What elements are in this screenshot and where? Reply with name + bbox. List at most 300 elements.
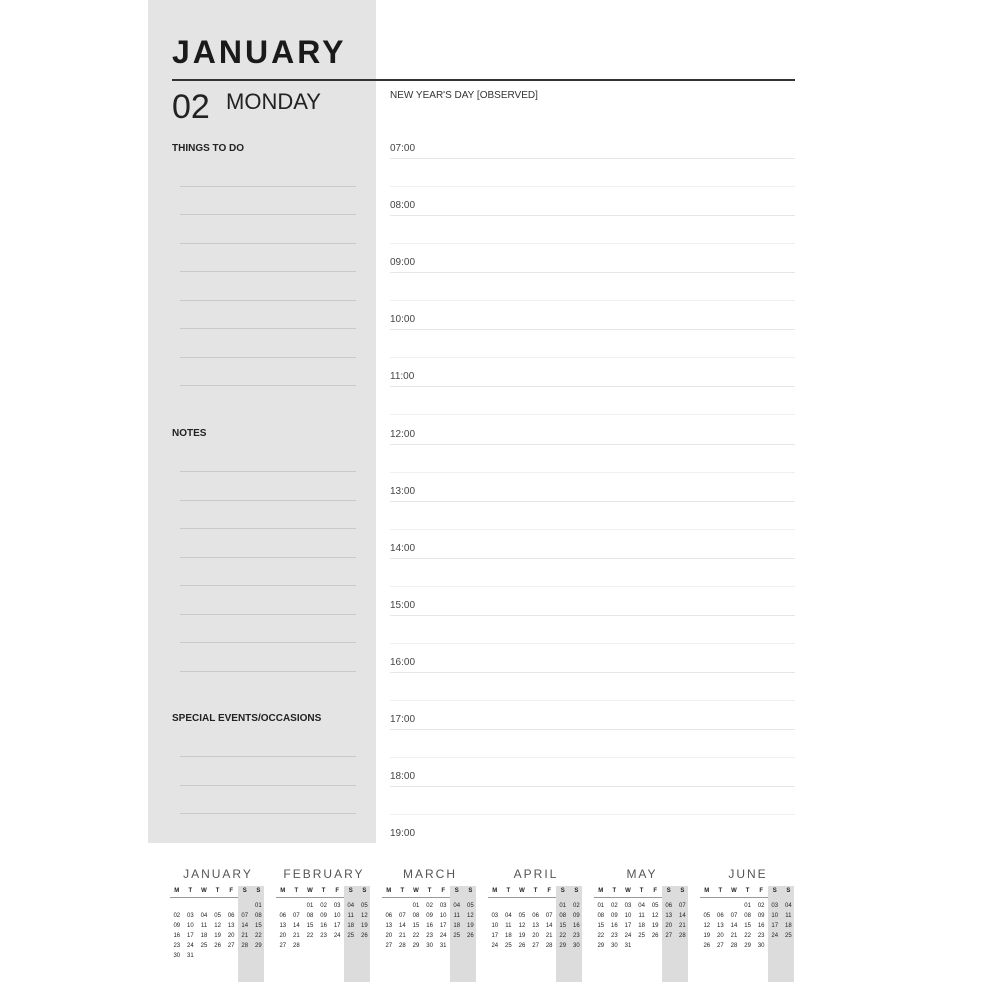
half-hour-line[interactable] — [390, 586, 795, 587]
date-cell: 18 — [200, 933, 208, 939]
week-row — [382, 931, 478, 941]
date-cell: 28 — [399, 943, 406, 949]
date-cell: 25 — [505, 943, 512, 949]
date-cell: 18 — [453, 923, 461, 929]
half-hour-line[interactable] — [390, 186, 795, 187]
half-hour-line[interactable] — [390, 472, 795, 473]
date-cell: 20 — [227, 933, 235, 939]
writing-line[interactable] — [180, 671, 356, 672]
mini-calendar-divider — [488, 897, 556, 898]
date-cell: 06 — [717, 913, 724, 919]
date-cell: 09 — [426, 913, 433, 919]
writing-line[interactable] — [180, 471, 356, 472]
week-row — [488, 901, 584, 911]
writing-line[interactable] — [180, 756, 356, 757]
date-cell: 13 — [532, 923, 539, 929]
date-cell: 09 — [320, 913, 327, 919]
date-cell: 04 — [347, 903, 355, 909]
weekday-header — [382, 886, 478, 896]
week-row — [700, 921, 796, 931]
date-cell — [224, 901, 238, 911]
mini-calendar — [382, 866, 478, 951]
mini-calendar-month: JANUARY — [183, 867, 253, 881]
date-cell: 31 — [439, 943, 447, 949]
date-cell: 26 — [214, 943, 221, 949]
weekday-initial: M — [598, 888, 604, 894]
half-hour-line[interactable] — [390, 757, 795, 758]
weekday-initial: T — [612, 888, 617, 894]
mini-calendar-month: FEBRUARY — [283, 867, 365, 881]
hour-line[interactable] — [390, 158, 795, 159]
date-cell: 14 — [293, 923, 300, 929]
date-cell: 10 — [771, 913, 779, 919]
date-cell — [211, 901, 225, 911]
weekday-initial: T — [188, 888, 193, 894]
week-row — [170, 951, 266, 961]
week-row — [594, 911, 690, 921]
week-row — [382, 921, 478, 931]
date-cell — [502, 901, 516, 911]
week-row — [170, 941, 266, 951]
date-cell: 29 — [597, 943, 605, 949]
weekday-initial: T — [639, 888, 644, 894]
mini-calendar-divider — [170, 897, 238, 898]
week-row — [594, 931, 690, 941]
weekday-header — [276, 886, 372, 896]
writing-line[interactable] — [180, 328, 356, 329]
writing-line[interactable] — [180, 186, 356, 187]
holiday-label: NEW YEAR'S DAY [OBSERVED] — [390, 90, 538, 101]
hour-label: 08:00 — [390, 200, 416, 212]
date-cell: 24 — [439, 933, 447, 939]
half-hour-line[interactable] — [390, 357, 795, 358]
writing-line[interactable] — [180, 385, 356, 386]
date-cell: 31 — [187, 953, 194, 959]
weekday-initial: S — [786, 888, 791, 894]
week-row — [700, 941, 796, 951]
writing-line[interactable] — [180, 642, 356, 643]
date-cell: 16 — [611, 923, 618, 929]
date-cell — [382, 901, 396, 911]
hour-line[interactable] — [390, 615, 795, 616]
writing-line[interactable] — [180, 214, 356, 215]
writing-line[interactable] — [180, 528, 356, 529]
date-cell: 26 — [361, 933, 368, 939]
date-cell: 16 — [573, 923, 580, 929]
weekday-initial: W — [519, 888, 525, 894]
weekday-initial: T — [427, 888, 432, 894]
writing-line[interactable] — [180, 614, 356, 615]
half-hour-line[interactable] — [390, 814, 795, 815]
date-cell: 03 — [333, 903, 341, 909]
week-row — [382, 911, 478, 921]
date-cell — [238, 901, 252, 911]
week-row — [594, 901, 690, 911]
date-cell: 05 — [651, 903, 659, 909]
date-cell: 22 — [412, 933, 420, 939]
week-row — [276, 911, 372, 921]
date-cell: 24 — [187, 943, 194, 949]
weekday-initial: T — [506, 888, 511, 894]
weekday-initial: S — [454, 888, 459, 894]
date-cell: 23 — [573, 933, 580, 939]
date-cell — [662, 941, 676, 951]
weekday-initial: S — [574, 888, 579, 894]
weekday-initial: W — [307, 888, 313, 894]
date-cell: 28 — [679, 933, 686, 939]
date-cell: 03 — [771, 903, 779, 909]
writing-line[interactable] — [180, 300, 356, 301]
date-cell: 24 — [333, 933, 341, 939]
hour-label: 17:00 — [390, 714, 416, 725]
date-cell: 30 — [426, 943, 433, 949]
date-cell: 15 — [559, 923, 567, 929]
date-cell: 28 — [241, 943, 249, 949]
date-cell: 21 — [730, 933, 738, 939]
week-row — [594, 941, 690, 951]
day-number: 02 — [172, 88, 210, 126]
date-cell: 25 — [200, 943, 208, 949]
mini-calendar-month: MARCH — [403, 867, 457, 881]
hour-line[interactable] — [390, 501, 795, 502]
date-cell: 16 — [426, 923, 433, 929]
week-row — [488, 931, 584, 941]
date-cell: 12 — [467, 913, 474, 919]
date-cell: 11 — [200, 923, 208, 929]
date-cell: 14 — [241, 923, 249, 929]
date-cell: 05 — [214, 913, 221, 919]
date-cell: 12 — [651, 913, 659, 919]
date-cell: 07 — [730, 913, 738, 919]
writing-line[interactable] — [180, 585, 356, 586]
date-cell: 17 — [333, 923, 341, 929]
weekday-initial: F — [441, 888, 445, 894]
half-hour-line[interactable] — [390, 700, 795, 701]
mini-calendar-month: JUNE — [728, 867, 768, 881]
hour-line[interactable] — [390, 672, 795, 673]
weekday-initial: F — [335, 888, 339, 894]
date-cell: 29 — [412, 943, 420, 949]
weekday-initial: W — [201, 888, 207, 894]
notes-heading: NOTES — [172, 428, 207, 439]
date-cell: 16 — [173, 933, 181, 939]
date-cell — [238, 951, 252, 961]
date-cell: 07 — [293, 913, 300, 919]
weekday-header — [700, 886, 796, 896]
hour-label: 16:00 — [390, 656, 416, 668]
date-cell: 04 — [200, 913, 208, 919]
date-cell: 28 — [293, 943, 300, 949]
date-cell: 13 — [665, 913, 673, 919]
date-cell — [184, 901, 198, 911]
date-cell: 01 — [559, 903, 567, 909]
date-cell: 22 — [255, 933, 262, 939]
date-cell: 08 — [412, 913, 420, 919]
half-hour-line[interactable] — [390, 300, 795, 301]
date-cell — [303, 941, 317, 951]
half-hour-line[interactable] — [390, 414, 795, 415]
date-cell — [224, 951, 238, 961]
date-cell: 07 — [399, 913, 406, 919]
writing-line[interactable] — [180, 500, 356, 501]
date-cell: 14 — [545, 923, 553, 929]
date-cell: 22 — [559, 933, 567, 939]
weekday-initial: S — [242, 888, 247, 894]
date-cell: 17 — [771, 923, 779, 929]
half-hour-line[interactable] — [390, 529, 795, 530]
mini-calendar — [488, 866, 584, 951]
date-cell: 30 — [173, 953, 181, 959]
hour-label: 10:00 — [390, 314, 416, 326]
date-cell: 16 — [757, 923, 765, 929]
date-cell: 07 — [679, 903, 686, 909]
date-cell — [676, 941, 690, 951]
date-cell: 24 — [491, 943, 499, 949]
weekday-initial: F — [547, 888, 551, 894]
date-cell: 10 — [624, 913, 632, 919]
weekday-initial: T — [718, 888, 723, 894]
half-hour-line[interactable] — [390, 643, 795, 644]
date-cell: 03 — [187, 913, 194, 919]
mini-calendar-divider — [382, 897, 450, 898]
weekday-header — [594, 886, 690, 896]
date-cell: 06 — [227, 913, 235, 919]
date-cell: 01 — [412, 903, 420, 909]
date-cell: 27 — [717, 943, 724, 949]
date-cell: 10 — [491, 923, 499, 929]
date-cell: 26 — [651, 933, 659, 939]
date-cell: 06 — [385, 913, 393, 919]
date-cell — [488, 901, 502, 911]
weekday-name: MONDAY — [226, 89, 321, 114]
date-cell: 19 — [651, 923, 659, 929]
date-cell: 11 — [347, 913, 354, 919]
weekday-header — [488, 886, 584, 896]
week-row — [488, 911, 584, 921]
things-to-do-heading: THINGS TO DO — [172, 143, 245, 154]
date-cell: 05 — [703, 913, 711, 919]
hour-label: 19:00 — [390, 828, 416, 840]
weekday-initial: T — [294, 888, 299, 894]
date-cell: 23 — [426, 933, 433, 939]
date-cell: 11 — [638, 913, 645, 919]
date-cell: 01 — [306, 903, 314, 909]
writing-line[interactable] — [180, 271, 356, 272]
weekday-initial: M — [174, 888, 180, 894]
date-cell: 30 — [757, 943, 765, 949]
date-cell: 23 — [757, 933, 765, 939]
week-row — [700, 931, 796, 941]
date-cell — [515, 901, 529, 911]
date-cell — [727, 901, 741, 911]
date-cell: 23 — [320, 933, 327, 939]
date-cell — [648, 941, 662, 951]
date-cell — [714, 901, 728, 911]
date-cell: 24 — [624, 933, 632, 939]
date-cell: 01 — [744, 903, 751, 909]
date-cell — [344, 941, 358, 951]
date-cell: 18 — [347, 923, 355, 929]
date-cell: 10 — [439, 913, 447, 919]
writing-line[interactable] — [180, 557, 356, 558]
mini-calendar-divider — [594, 897, 662, 898]
date-cell: 03 — [491, 913, 499, 919]
date-cell: 18 — [785, 923, 792, 929]
date-cell: 09 — [173, 923, 181, 929]
weekday-initial: S — [362, 888, 367, 894]
date-cell: 21 — [399, 933, 406, 939]
date-cell: 29 — [255, 943, 262, 949]
date-cell: 04 — [785, 903, 792, 909]
week-row — [382, 941, 478, 951]
date-cell: 17 — [439, 923, 447, 929]
hour-line[interactable] — [390, 786, 795, 787]
date-cell: 20 — [717, 933, 724, 939]
date-cell — [542, 901, 556, 911]
date-cell: 27 — [665, 933, 673, 939]
date-cell: 06 — [279, 913, 287, 919]
hour-label: 09:00 — [390, 257, 416, 269]
weekday-initial: S — [560, 888, 565, 894]
date-cell: 03 — [439, 903, 447, 909]
mini-calendar-month: MAY — [626, 867, 658, 881]
weekday-initial: T — [745, 888, 750, 894]
date-cell: 08 — [597, 913, 605, 919]
hour-label: 15:00 — [390, 599, 416, 611]
date-cell: 09 — [611, 913, 618, 919]
date-cell: 01 — [597, 903, 605, 909]
half-hour-line[interactable] — [390, 243, 795, 244]
weekday-initial: M — [492, 888, 498, 894]
hour-label: 14:00 — [390, 542, 416, 554]
date-cell — [197, 951, 211, 961]
date-cell: 02 — [757, 903, 765, 909]
date-cell — [782, 941, 796, 951]
date-cell: 29 — [744, 943, 751, 949]
week-row — [170, 901, 266, 911]
date-cell: 08 — [306, 913, 314, 919]
date-cell: 02 — [426, 903, 433, 909]
hour-label: 07:00 — [390, 143, 416, 154]
date-cell — [197, 901, 211, 911]
writing-line[interactable] — [180, 813, 356, 814]
weekday-initial: W — [413, 888, 419, 894]
weekday-header — [170, 886, 266, 896]
weekday-initial: T — [321, 888, 326, 894]
week-row — [488, 941, 584, 951]
mini-calendar-grid — [276, 886, 372, 951]
title-divider — [172, 79, 795, 81]
date-cell: 23 — [173, 943, 181, 949]
date-cell: 17 — [187, 933, 194, 939]
date-cell: 06 — [665, 903, 673, 909]
date-cell: 08 — [255, 913, 262, 919]
date-cell: 15 — [412, 923, 420, 929]
date-cell: 18 — [638, 923, 645, 929]
hour-line[interactable] — [390, 386, 795, 387]
weekday-initial: M — [704, 888, 710, 894]
hour-line[interactable] — [390, 215, 795, 216]
date-cell: 02 — [320, 903, 327, 909]
week-row — [594, 921, 690, 931]
hour-line[interactable] — [390, 329, 795, 330]
date-cell: 20 — [665, 923, 673, 929]
date-cell: 04 — [453, 903, 461, 909]
mini-calendar-grid — [170, 886, 266, 961]
date-cell — [211, 951, 225, 961]
date-cell: 25 — [453, 933, 461, 939]
week-row — [276, 931, 372, 941]
mini-calendar-divider — [700, 897, 768, 898]
date-cell: 30 — [573, 943, 580, 949]
hour-line[interactable] — [390, 272, 795, 273]
writing-line[interactable] — [180, 243, 356, 244]
date-cell: 28 — [730, 943, 738, 949]
date-cell: 19 — [703, 933, 711, 939]
date-cell — [317, 941, 331, 951]
date-cell: 08 — [744, 913, 751, 919]
date-cell: 09 — [573, 913, 580, 919]
weekday-initial: F — [229, 888, 233, 894]
date-cell: 10 — [187, 923, 194, 929]
week-row — [488, 921, 584, 931]
hour-line[interactable] — [390, 729, 795, 730]
hour-label: 13:00 — [390, 485, 416, 497]
date-cell: 19 — [214, 933, 221, 939]
weekday-initial: T — [215, 888, 220, 894]
weekday-initial: M — [386, 888, 392, 894]
weekday-initial: F — [653, 888, 657, 894]
weekday-initial: M — [280, 888, 286, 894]
writing-line[interactable] — [180, 785, 356, 786]
date-cell — [290, 901, 304, 911]
date-cell: 02 — [573, 903, 580, 909]
mini-calendar-grid — [488, 886, 584, 951]
date-cell: 02 — [611, 903, 618, 909]
date-cell: 25 — [638, 933, 645, 939]
date-cell — [252, 951, 266, 961]
hour-line[interactable] — [390, 558, 795, 559]
date-cell: 26 — [703, 943, 711, 949]
hour-label: 12:00 — [390, 428, 416, 440]
date-cell: 11 — [785, 913, 792, 919]
date-cell: 13 — [227, 923, 235, 929]
date-cell: 13 — [279, 923, 287, 929]
date-cell — [529, 901, 543, 911]
date-cell: 14 — [679, 913, 686, 919]
hour-line[interactable] — [390, 444, 795, 445]
date-cell: 18 — [505, 933, 512, 939]
date-cell: 25 — [785, 933, 792, 939]
weekday-initial: S — [348, 888, 353, 894]
writing-line[interactable] — [180, 357, 356, 358]
date-cell: 13 — [385, 923, 393, 929]
mini-calendar-grid — [382, 886, 478, 951]
date-cell — [450, 941, 464, 951]
special-events-heading: SPECIAL EVENTS/OCCASIONS — [172, 713, 322, 724]
date-cell: 12 — [703, 923, 711, 929]
weekday-initial: S — [468, 888, 473, 894]
date-cell: 27 — [532, 943, 539, 949]
date-cell: 14 — [730, 923, 738, 929]
date-cell — [635, 941, 649, 951]
date-cell: 20 — [532, 933, 539, 939]
date-cell: 24 — [771, 933, 779, 939]
week-row — [700, 911, 796, 921]
date-cell: 16 — [320, 923, 327, 929]
weekday-initial: S — [772, 888, 777, 894]
date-cell — [358, 941, 372, 951]
